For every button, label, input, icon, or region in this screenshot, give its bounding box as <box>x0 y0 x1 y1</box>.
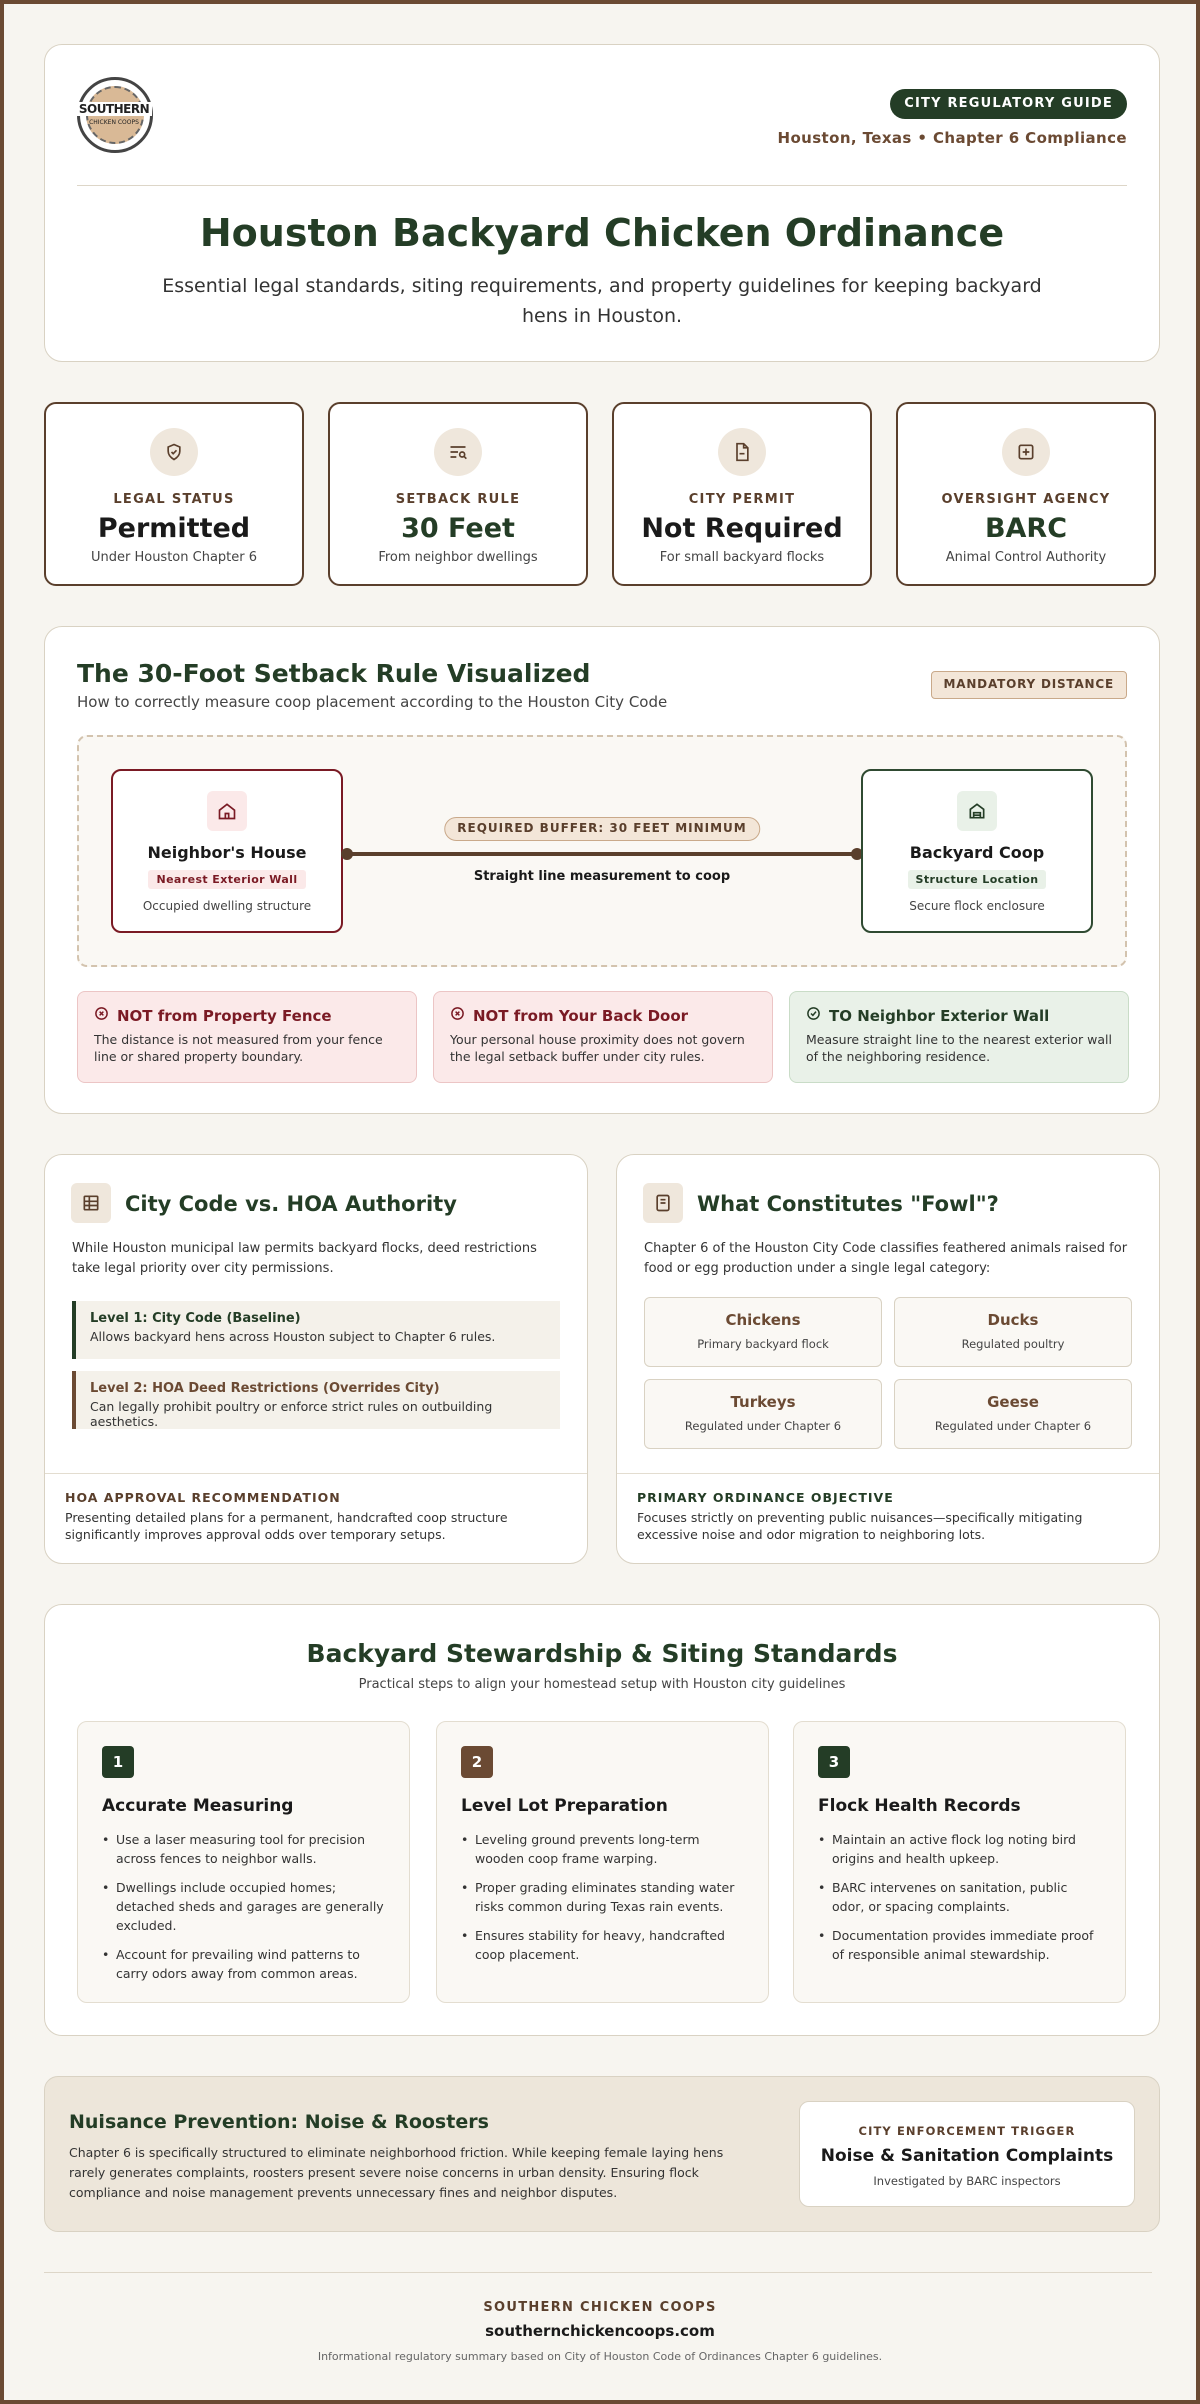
fowl-desc: Regulated poultry <box>961 1337 1065 1351</box>
page-frame <box>4 4 1196 2400</box>
rule-title: TO Neighbor Exterior Wall <box>829 1006 1050 1025</box>
coop-name: Backyard Coop <box>909 843 1045 862</box>
setback-title: The 30-Foot Setback Rule Visualized <box>77 659 591 688</box>
setback-section <box>44 626 1160 1114</box>
enforcement-trigger-card <box>799 2101 1135 2207</box>
rule-not-back-door <box>433 991 773 1083</box>
stat-label: LEGAL STATUS <box>113 492 235 507</box>
neighbor-house-name: Neighbor's House <box>147 843 307 862</box>
stat-sub: Under Houston Chapter 6 <box>90 550 258 565</box>
level-hoa <box>72 1371 560 1429</box>
rule-not-fence <box>77 991 417 1083</box>
coop-desc: Secure flock enclosure <box>909 899 1045 913</box>
neighbor-desc: Occupied dwelling structure <box>142 899 312 913</box>
list-item: • Leveling ground prevents long-term wooden coop frame warping. <box>461 1830 744 1868</box>
stat-sub: Animal Control Authority <box>945 550 1107 565</box>
step-number: 2 <box>461 1746 493 1778</box>
check-circle-icon <box>806 1006 821 1025</box>
shield-check-icon <box>150 428 198 476</box>
agency-icon <box>1002 428 1050 476</box>
stat-card-legal-status <box>44 402 304 586</box>
logo-text: SOUTHERN <box>76 102 152 116</box>
stat-label: SETBACK RULE <box>395 492 521 507</box>
fowl-desc: Primary backyard flock <box>697 1337 829 1351</box>
stat-sub: From neighbor dwellings <box>378 550 538 565</box>
backyard-coop-box <box>861 769 1093 933</box>
buffer-line <box>347 852 857 856</box>
nuisance-desc: Chapter 6 is specifically structured to eliminate neighborhood friction. While keeping female laying hens rarely generates complaints, roosters present severe noise concerns in urban density. Ensuring flock compliance and noise management prevents unnecessary fines and neighbor disputes. <box>69 2145 724 2200</box>
header-location: Houston, Texas • Chapter 6 Compliance <box>777 129 1127 147</box>
footer-note: Informational regulatory summary based on City of Houston Code of Ordinances Chapter 6 guidelines. <box>317 2350 883 2363</box>
step-list <box>102 1830 385 1983</box>
trigger-title: Noise & Sanitation Complaints <box>820 2146 1114 2166</box>
trigger-sub: Investigated by BARC inspectors <box>873 2174 1061 2188</box>
authority-intro: While Houston municipal law permits backyard flocks, deed restrictions take legal priority over city permissions. <box>72 1241 537 1276</box>
stewardship-title: Backyard Stewardship & Siting Standards <box>306 1639 898 1668</box>
step-list <box>818 1830 1101 1964</box>
step-number: 1 <box>102 1746 134 1778</box>
fowl-turkeys <box>644 1379 882 1449</box>
nuisance-section <box>44 2076 1160 2232</box>
setback-subtitle: How to correctly measure coop placement according to the Houston City Code <box>77 693 668 711</box>
level-title: Level 2: HOA Deed Restrictions (Overrides City) <box>90 1381 440 1396</box>
trigger-label: CITY ENFORCEMENT TRIGGER <box>858 2124 1076 2138</box>
rule-desc: Your personal house proximity does not govern the legal setback buffer under city rules. <box>450 1032 745 1064</box>
stat-label: OVERSIGHT AGENCY <box>941 492 1111 507</box>
fowl-desc: Regulated under Chapter 6 <box>934 1419 1092 1433</box>
step-list <box>461 1830 744 1964</box>
level-city-code <box>72 1301 560 1359</box>
buffer-caption: Straight line measurement to coop <box>473 869 731 884</box>
level-desc: Can legally prohibit poultry or enforce strict rules on outbuilding aesthetics. <box>90 1399 493 1429</box>
fowl-title: What Constitutes "Fowl"? <box>697 1192 999 1216</box>
coop-icon <box>957 791 997 831</box>
stat-label: CITY PERMIT <box>688 492 796 507</box>
authority-title: City Code vs. HOA Authority <box>125 1192 457 1216</box>
list-item: • Account for prevailing wind patterns to carry odors away from common areas. <box>102 1945 385 1983</box>
step-title: Accurate Measuring <box>102 1796 294 1816</box>
level-title: Level 1: City Code (Baseline) <box>90 1311 301 1326</box>
stat-card-setback-rule <box>328 402 588 586</box>
fowl-chickens <box>644 1297 882 1367</box>
rule-desc: Measure straight line to the nearest exterior wall of the neighboring residence. <box>806 1032 1112 1064</box>
step-title: Flock Health Records <box>818 1796 1021 1816</box>
stat-card-oversight-agency <box>896 402 1156 586</box>
footer-label: PRIMARY ORDINANCE OBJECTIVE <box>637 1490 894 1505</box>
rule-desc: The distance is not measured from your fence line or shared property boundary. <box>94 1032 383 1064</box>
house-icon <box>207 791 247 831</box>
fowl-name: Chickens <box>725 1311 801 1329</box>
stat-value: Not Required <box>641 513 843 544</box>
fowl-desc: Regulated under Chapter 6 <box>684 1419 842 1433</box>
fowl-geese <box>894 1379 1132 1449</box>
footer-site-link[interactable]: southernchickencoops.com <box>485 2322 715 2340</box>
header-divider <box>77 185 1127 186</box>
brand-logo[interactable] <box>77 77 153 153</box>
footer-desc: Focuses strictly on preventing public nuisances—specifically mitigating excessive noise and odor migration to neighboring lots. <box>637 1510 1083 1542</box>
footer-brand: SOUTHERN CHICKEN COOPS <box>483 2300 717 2315</box>
step-column <box>793 1721 1126 2003</box>
header-card <box>44 44 1160 362</box>
step-title: Level Lot Preparation <box>461 1796 668 1816</box>
fowl-name: Ducks <box>987 1311 1039 1329</box>
document-icon <box>718 428 766 476</box>
footer-desc: Presenting detailed plans for a permanent, handcrafted coop structure significantly improves approval odds over temporary setups. <box>65 1510 508 1542</box>
stat-value: 30 Feet <box>401 513 515 544</box>
ruler-search-icon <box>434 428 482 476</box>
list-item: • BARC intervenes on sanitation, public odor, or spacing complaints. <box>818 1878 1101 1916</box>
nuisance-title: Nuisance Prevention: Noise & Roosters <box>69 2111 489 2133</box>
list-item: • Proper grading eliminates standing water risks common during Texas rain events. <box>461 1878 744 1916</box>
fowl-intro: Chapter 6 of the Houston City Code classifies feathered animals raised for food or egg production under a single legal category: <box>644 1241 1128 1276</box>
rule-title: NOT from Your Back Door <box>473 1006 689 1025</box>
fowl-footer <box>617 1473 1159 1563</box>
logo-subtext: CHICKEN COOPS <box>89 119 139 126</box>
authority-footer <box>45 1473 587 1563</box>
list-item: • Documentation provides immediate proof of responsible animal stewardship. <box>818 1926 1101 1964</box>
list-item: • Ensures stability for heavy, handcrafted coop placement. <box>461 1926 744 1964</box>
authority-card <box>44 1154 588 1564</box>
coop-badge: Structure Location <box>908 870 1047 889</box>
neighbor-house-box <box>111 769 343 933</box>
guide-badge: CITY REGULATORY GUIDE <box>890 89 1127 119</box>
table-icon <box>71 1183 111 1223</box>
list-item: • Use a laser measuring tool for precision across fences to neighbor walls. <box>102 1830 385 1868</box>
step-column <box>77 1721 410 2003</box>
page-lede: Essential legal standards, siting requirements, and property guidelines for keeping backyard hens in Houston. <box>162 275 1042 327</box>
fowl-card <box>616 1154 1160 1564</box>
fowl-name: Turkeys <box>730 1393 796 1411</box>
setback-diagram <box>77 735 1127 967</box>
step-column <box>436 1721 769 2003</box>
mandatory-tag: MANDATORY DISTANCE <box>931 671 1127 699</box>
rule-title: NOT from Property Fence <box>117 1006 332 1025</box>
stat-sub: For small backyard flocks <box>659 550 825 565</box>
stewardship-section <box>44 1604 1160 2036</box>
fowl-ducks <box>894 1297 1132 1367</box>
buffer-label: REQUIRED BUFFER: 30 FEET MINIMUM <box>444 817 760 841</box>
x-circle-icon <box>94 1006 109 1025</box>
list-item: • Dwellings include occupied homes; detached sheds and garages are generally excluded. <box>102 1878 385 1935</box>
stat-value: BARC <box>984 513 1068 544</box>
footer-divider <box>44 2272 1152 2273</box>
neighbor-badge: Nearest Exterior Wall <box>148 870 305 889</box>
x-circle-icon <box>450 1006 465 1025</box>
list-item: • Maintain an active flock log noting bird origins and health upkeep. <box>818 1830 1101 1868</box>
step-number: 3 <box>818 1746 850 1778</box>
rule-to-neighbor-wall <box>789 991 1129 1083</box>
buffer-start-dot <box>341 848 353 860</box>
page-title: Houston Backyard Chicken Ordinance <box>199 211 1005 255</box>
fowl-name: Geese <box>987 1393 1039 1411</box>
level-desc: Allows backyard hens across Houston subject to Chapter 6 rules. <box>90 1329 496 1344</box>
stat-card-city-permit <box>612 402 872 586</box>
stat-value: Permitted <box>97 513 251 544</box>
stewardship-subtitle: Practical steps to align your homestead setup with Houston city guidelines <box>358 1677 846 1692</box>
footer-label: HOA APPROVAL RECOMMENDATION <box>65 1490 341 1505</box>
book-icon <box>643 1183 683 1223</box>
